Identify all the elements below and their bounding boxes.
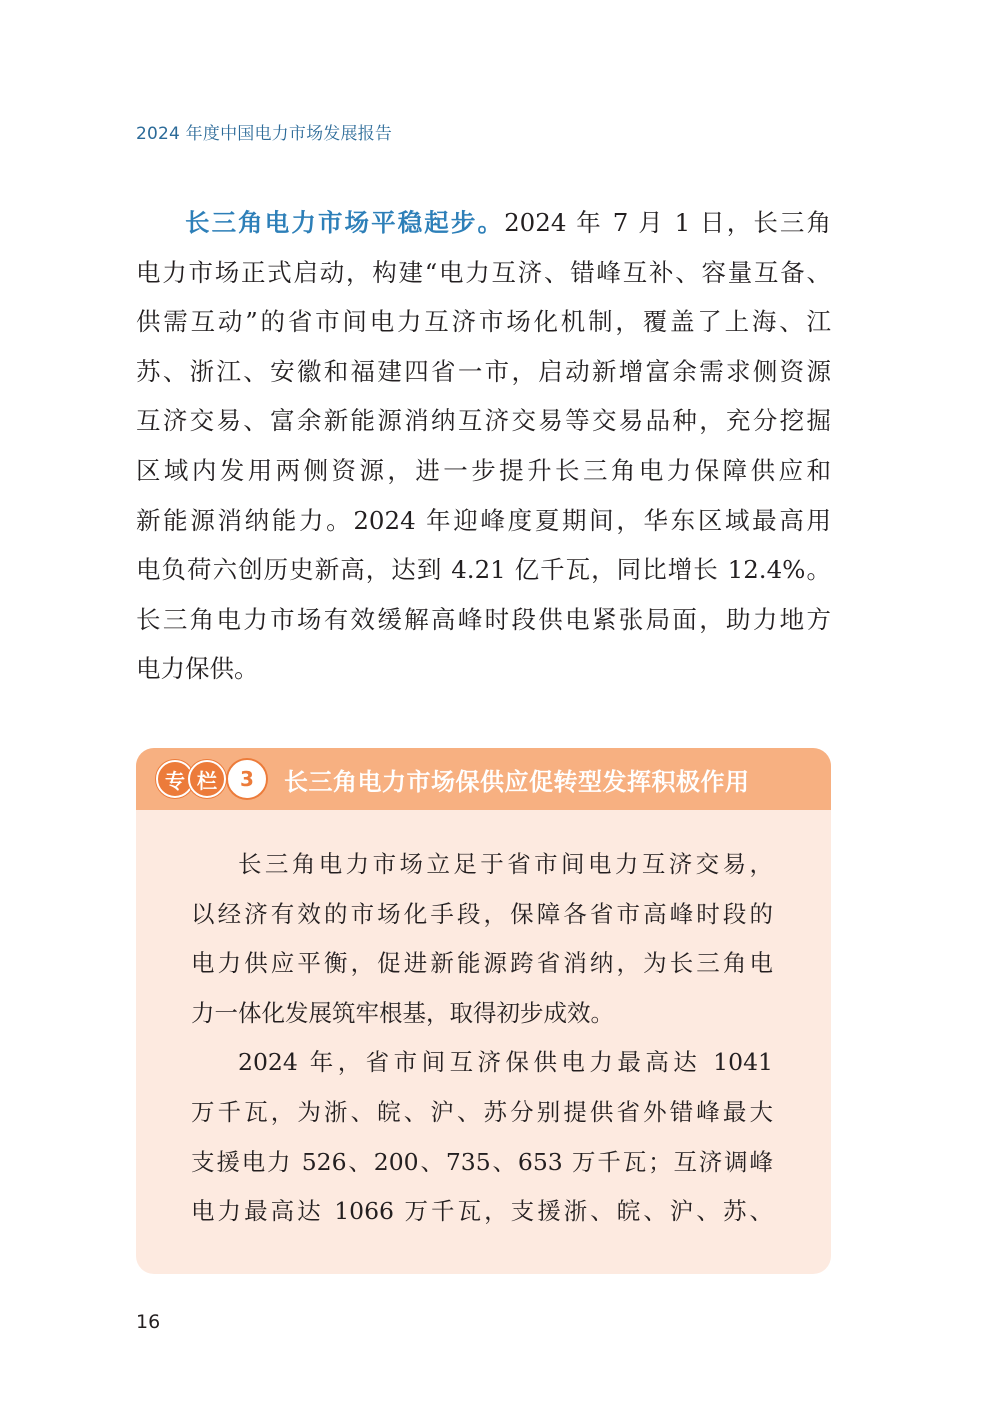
- sidebar-line: 以经济有效的市场化手段，保障各省市高峰时段的: [191, 899, 773, 928]
- paragraph-line: 区域内发用两侧资源，进一步提升长三角电力保障供应和: [136, 455, 831, 485]
- running-header: 2024 年度中国电力市场发展报告: [136, 124, 393, 144]
- column-badge: [156, 760, 266, 798]
- paragraph-line: 长三角电力市场平稳起步。2024 年 7 月 1 日，长三角: [185, 208, 831, 237]
- main-paragraph: [136, 198, 831, 694]
- sidebar-line: 力一体化发展筑牢根基，取得初步成效。: [191, 998, 614, 1027]
- badge-number: 3: [228, 760, 266, 798]
- paragraph-line: 苏、浙江、安徽和福建四省一市，启动新增富余需求侧资源: [136, 356, 831, 386]
- sidebar-line: 2024 年，省市间互济保供电力最高达 1041: [238, 1048, 773, 1077]
- badge-char: 专: [156, 760, 194, 798]
- paragraph-line: 长三角电力市场有效缓解高峰时段供电紧张局面，助力地方: [136, 604, 831, 634]
- paragraph-line: 互济交易、富余新能源消纳互济交易等交易品种，充分挖掘: [136, 406, 831, 436]
- sidebar-body: [191, 840, 773, 1237]
- lead-heading: 长三角电力市场平稳起步。: [185, 208, 505, 237]
- sidebar-line: 电力供应平衡，促进新能源跨省消纳，为长三角电: [191, 949, 773, 978]
- sidebar-line: 长三角电力市场立足于省市间电力互济交易，: [238, 850, 773, 878]
- sidebar-header: [136, 748, 831, 810]
- sidebar-line: 支援电力 526、200、735、653 万千瓦；互济调峰: [191, 1147, 773, 1176]
- page-number: 16: [136, 1311, 161, 1333]
- badge-char: 栏: [188, 760, 226, 798]
- paragraph-line: 新能源消纳能力。2024 年迎峰度夏期间，华东区域最高用: [136, 505, 831, 535]
- sidebar-line: 电力最高达 1066 万千瓦，支援浙、皖、沪、苏、: [191, 1197, 773, 1226]
- sidebar-box: [136, 748, 831, 1274]
- sidebar-line: 万千瓦，为浙、皖、沪、苏分别提供省外错峰最大: [191, 1097, 773, 1126]
- paragraph-line: 电负荷六创历史新高，达到 4.21 亿千瓦，同比增长 12.4%。: [136, 555, 831, 585]
- paragraph-line: 电力保供。: [136, 654, 259, 684]
- paragraph-line: 电力市场正式启动，构建“电力互济、错峰互补、容量互备、: [136, 257, 831, 287]
- paragraph-line: 供需互动”的省市间电力互济市场化机制，覆盖了上海、江: [136, 307, 831, 337]
- sidebar-title: 长三角电力市场保供应促转型发挥积极作用: [284, 767, 750, 796]
